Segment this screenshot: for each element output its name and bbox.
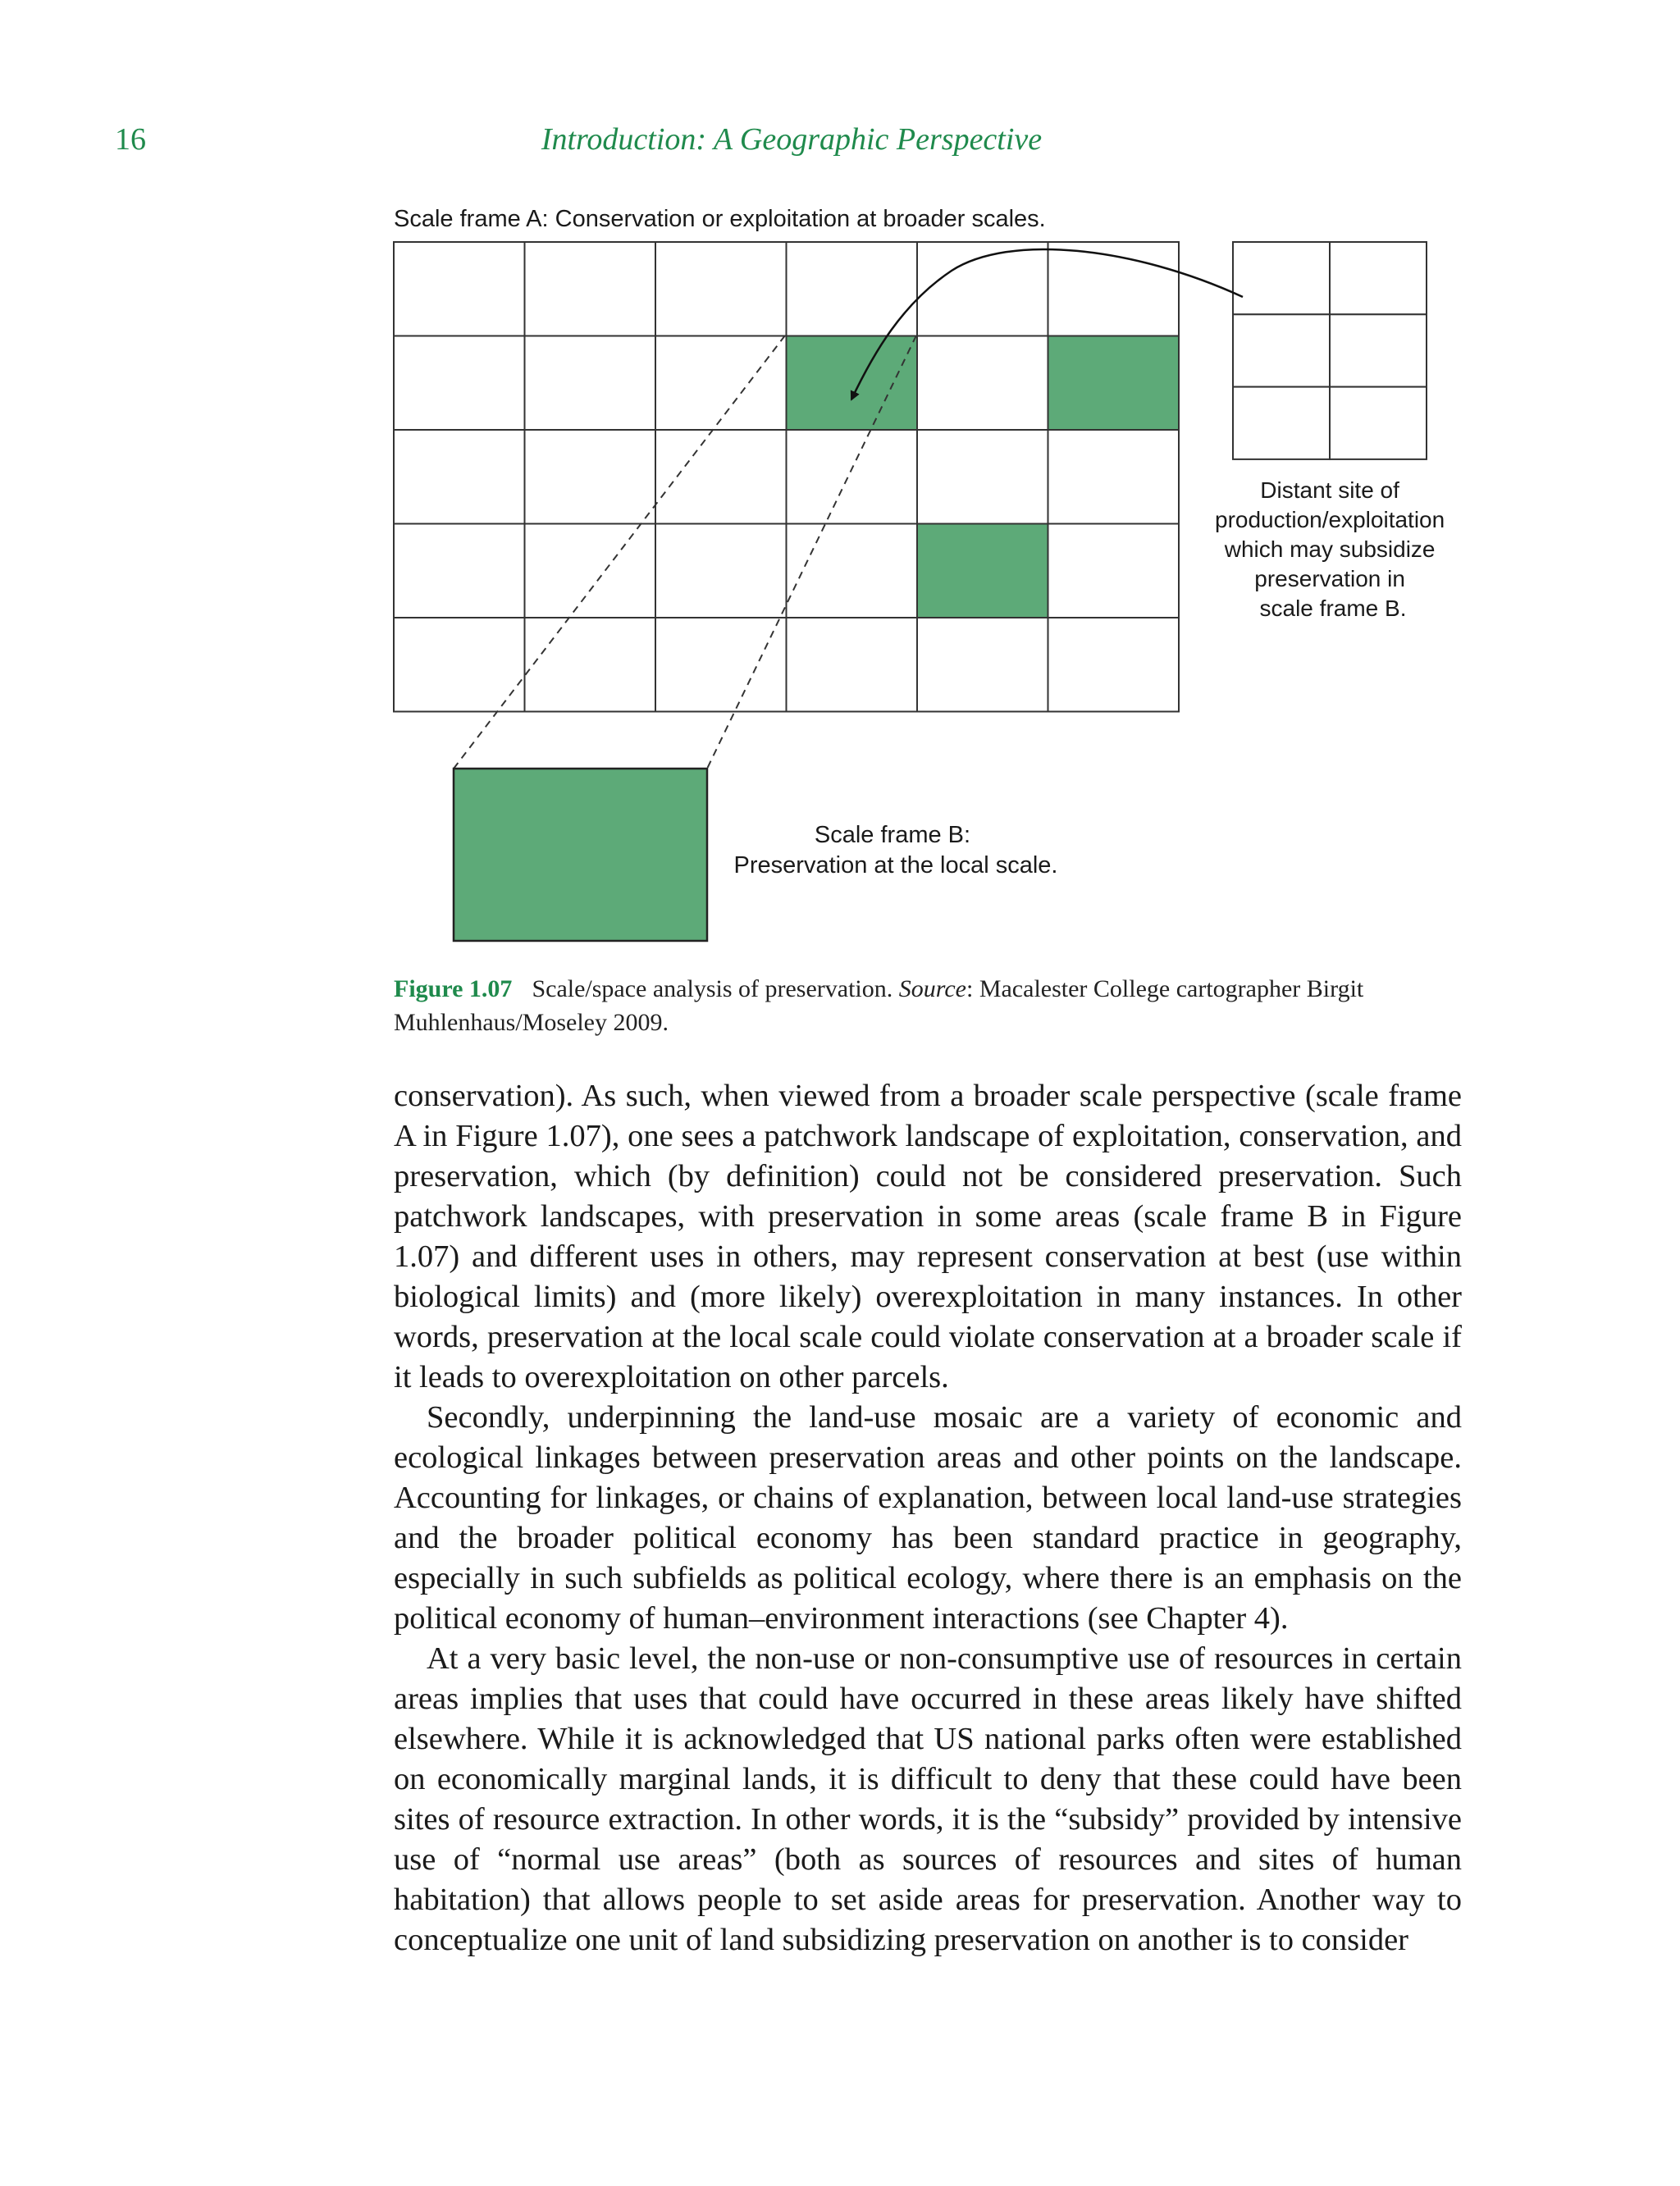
- frame-a-cell: [525, 242, 656, 336]
- frame-a-cell: [525, 430, 656, 524]
- running-title: Introduction: A Geographic Perspective: [541, 122, 1043, 157]
- frame-b-label-line2: Preservation at the local scale.: [733, 852, 1058, 879]
- frame-a-cell: [655, 524, 787, 618]
- scale-frame-a-grid: [394, 242, 1179, 712]
- caption-source-text: : Macalester College cartographer Birgit Muhlenhaus/Moseley 2009.: [394, 975, 1364, 1036]
- frame-a-cell: [394, 618, 525, 712]
- frame-a-cell: [787, 618, 918, 712]
- frame-a-cell: [917, 618, 1048, 712]
- distant-site-cell: [1233, 314, 1330, 386]
- frame-a-cell: [1048, 618, 1180, 712]
- caption-source-word: Source: [898, 975, 966, 1002]
- frame-a-cell: [394, 242, 525, 336]
- figure-caption: [394, 972, 1468, 1039]
- frame-a-cell: [394, 524, 525, 618]
- frame-a-cell: [525, 618, 656, 712]
- frame-a-cell: [525, 524, 656, 618]
- frame-a-cell: [394, 336, 525, 431]
- distant-site-cell: [1330, 314, 1427, 386]
- distant-site-label-line5: scale frame B.: [1259, 596, 1407, 621]
- frame-a-cell: [1048, 430, 1180, 524]
- paragraph-2: Secondly, underpinning the land-use mosaic are a variety of economic and ecological linkages between preservation areas and other points on the landscape. Accounting for linkages, or chains of explanation, between local land-use strategies and the broader political economy has been standard practice in geography, especially in such subfields as political ecology, where there is an emphasis on the political economy of human–environment interactions (see Chapter 4).: [394, 1400, 1462, 1636]
- frame-a-shaded-cell: [787, 336, 918, 431]
- distant-site-cell: [1233, 242, 1330, 314]
- page-number: 16: [115, 122, 146, 157]
- distant-site-cell: [1233, 387, 1330, 459]
- frame-a-cell: [394, 430, 525, 524]
- paragraph-1: conservation). As such, when viewed from a broader scale perspective (scale frame A in Figure 1.07), one sees a patchwork landscape of exploitation, conservation, and preservation, which (by definition) could not be considered preservation. Such patchwork landscapes, with preservation in some areas (scale frame B in Figure 1.07) and different uses in others, may represent conservation at best (use within biological limits) and (more likely) overexploitation in many instances. In other words, preservation at the local scale could violate conservation at a broader scale if it leads to overexploitation on other parcels.: [394, 1079, 1462, 1394]
- frame-b-label-line1: Scale frame B:: [814, 822, 971, 848]
- frame-a-shaded-cell: [1048, 336, 1180, 431]
- frame-a-label: Scale frame A: Conservation or exploitation at broader scales.: [394, 206, 1046, 232]
- svg-text:Distant site of production: [1215, 477, 1451, 621]
- distant-site-grid: [1233, 242, 1427, 459]
- frame-a-cell: [655, 618, 787, 712]
- distant-site-label-line1: Distant site of: [1260, 477, 1399, 503]
- frame-a-cell: [655, 242, 787, 336]
- figure-label: Figure 1.07: [394, 975, 513, 1002]
- distant-site-cell: [1330, 387, 1427, 459]
- frame-a-cell: [655, 336, 787, 431]
- distant-site-label-line3: which may subsidize: [1224, 536, 1436, 562]
- distant-site-label-line4: preservation in: [1254, 566, 1405, 591]
- body-text: [394, 1076, 1462, 1960]
- frame-a-cell: [655, 430, 787, 524]
- figure-diagram: [0, 0, 1680, 976]
- frame-a-cell: [917, 430, 1048, 524]
- distant-site-label-line2: production/exploitation: [1215, 507, 1445, 532]
- frame-a-cell: [525, 336, 656, 431]
- distant-site-cell: [1330, 242, 1427, 314]
- paragraph-3: At a very basic level, the non-use or non-consumptive use of resources in certain areas implies that uses that could have occurred in these areas likely have shifted elsewhere. While it is acknowledged that US national parks often were established on economically marginal lands, it is difficult to deny that these could have been sites of resource extraction. In other words, it is the “subsidy” provided by intensive use of “normal use areas” (both as sources of resources and sites of human habitation) that allows people to set aside areas for preservation. Another way to conceptualize one unit of land subsidizing preservation on another is to consider: [394, 1641, 1462, 1957]
- frame-a-cell: [787, 524, 918, 618]
- svg-text:Scale frame B: Preservatio: [734, 822, 1058, 879]
- frame-a-cell: [917, 336, 1048, 431]
- caption-text: Scale/space analysis of preservation.: [532, 975, 899, 1002]
- frame-a-cell: [1048, 524, 1180, 618]
- frame-a-cell: [787, 430, 918, 524]
- scale-frame-b-box: [454, 769, 707, 941]
- frame-a-shaded-cell: [917, 524, 1048, 618]
